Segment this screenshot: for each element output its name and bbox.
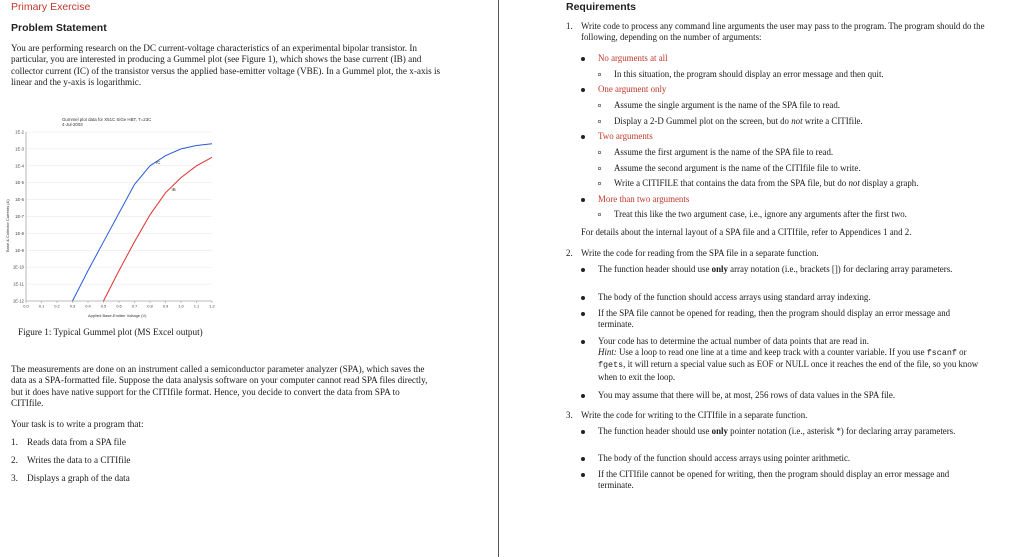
spa-paragraph: The measurements are done on an instrument called a semiconductor parameter analyzer (SPA), which saves the data as a SPA-formatted file. Suppose the data analysis software on your computer cannot read SPA files directly, but it does have native support for the CITIfile format. Hence, you decide to convert the data from SPA to CITIfile. (11, 364, 428, 409)
sub-bullet (598, 69, 884, 80)
bullet (581, 292, 986, 303)
requirement-3 (566, 410, 986, 421)
bullet-text: More than two arguments (598, 194, 690, 204)
requirement-2 (566, 248, 986, 259)
chart-x-ticks (23, 301, 215, 309)
bullet-text: The function header should use (598, 426, 712, 436)
chart-ylabel: Base & Collector Currents (A) (5, 199, 10, 252)
list-item (11, 437, 130, 455)
x-tick-label: 1.0 (178, 303, 184, 309)
y-tick-label: 1E-11 (13, 281, 24, 287)
bullet (581, 336, 986, 383)
y-tick-label: 1E-10 (12, 264, 24, 270)
y-tick-label: 1E-3 (15, 146, 24, 152)
list-item-number: 3. (11, 473, 18, 483)
sub-bullet (598, 147, 833, 158)
requirement-1 (566, 21, 986, 43)
requirements-heading: Requirements (566, 1, 637, 13)
right-column (504, 0, 1020, 557)
list-item (11, 455, 130, 473)
list-item (11, 473, 130, 491)
chart-xlabel: Applied Base-Emitter Voltage (V) (88, 313, 147, 318)
left-column (0, 0, 496, 557)
chart-y-ticks (13, 130, 25, 304)
bullet-text: , it will return a special value such as EOF or NULL once it reaches the end of the file, so you know when to exit the loop. (598, 359, 979, 382)
sub-bullet (598, 116, 863, 127)
bullet (581, 390, 986, 401)
bullet-text: write a CITIfile. (802, 116, 863, 126)
bullet-text: Display a 2-D Gummel plot on the screen, but do (614, 116, 792, 126)
x-tick-label: 1.1 (193, 303, 200, 309)
task-intro: Your task is to write a program that: (11, 419, 144, 429)
x-tick-label: 0.1 (38, 303, 45, 309)
x-tick-label: 0.0 (23, 303, 29, 309)
x-tick-label: 0.3 (69, 303, 76, 309)
bullet-text: No arguments at all (598, 53, 668, 63)
x-tick-label: 0.9 (162, 303, 169, 309)
bullet (581, 264, 986, 275)
bullet-text: Use a loop to read one line at a time and keep track with a counter variable. If you use (616, 347, 927, 358)
emphasis: only (711, 426, 728, 436)
list-item-number: 2. (11, 455, 18, 465)
x-tick-label: 1.2 (209, 303, 215, 309)
code-fscanf: fscanf (926, 348, 957, 359)
bullet-text: display a graph. (859, 178, 919, 188)
y-tick-label: 1E-9 (15, 247, 24, 253)
x-tick-label: 0.2 (54, 303, 60, 309)
chart-series (73, 144, 213, 301)
chart-gridlines (26, 132, 212, 301)
bullet (581, 308, 986, 330)
emphasis: only (711, 264, 728, 274)
bullet-text: or (956, 347, 967, 358)
y-tick-label: 1E-6 (15, 197, 24, 203)
hint-label: Hint: (598, 347, 617, 358)
bullet-text: Assume the second argument is the name of the CITIfile file to write. (614, 163, 861, 173)
bullet-one-arg (581, 84, 666, 95)
bullet-text: If the SPA file cannot be opened for reading, then the program should display an error message and terminate. (598, 308, 951, 330)
y-tick-label: 1E-7 (15, 214, 24, 219)
sub-bullet (598, 163, 861, 174)
requirement-number: 2. (566, 248, 573, 258)
bullet-text: Write a CITIFILE that contains the data from the SPA file, but do (614, 178, 849, 188)
y-tick-label: 1E-2 (15, 129, 24, 135)
series-line-ic (73, 144, 213, 301)
bullet-text: pointer notation (i.e., asterisk *) for declaring array parameters. (727, 426, 956, 436)
bullet-text: Two arguments (598, 131, 653, 141)
series-label-ic: IC (156, 159, 161, 165)
bullet-two-args (581, 131, 653, 142)
list-item-text: Displays a graph of the data (27, 473, 130, 483)
sub-bullet (598, 209, 907, 220)
x-tick-label: 0.5 (100, 303, 107, 309)
exercise-title: Primary Exercise (11, 1, 91, 13)
series-label-ib: IB (171, 186, 176, 192)
y-tick-label: 1E-4 (15, 163, 24, 169)
bullet-text: Your code has to determine the actual number of data points that are read in. (598, 336, 869, 346)
task-list (11, 437, 130, 491)
list-item-text: Reads data from a SPA file (27, 437, 126, 447)
bullet-no-args (581, 53, 668, 64)
bullet-text: Treat this like the two argument case, i.e., ignore any arguments after the first two. (614, 209, 907, 219)
problem-statement-heading: Problem Statement (11, 22, 107, 34)
requirement-number: 1. (566, 21, 573, 31)
bullet-text: The function header should use (598, 264, 712, 274)
y-tick-label: 1E-8 (15, 230, 24, 236)
emphasis: not (848, 178, 860, 188)
figure-caption: Figure 1: Typical Gummel plot (MS Excel output) (18, 327, 203, 337)
chart-title: Gummel plot data for X51C SiGe HBT, T=23C (62, 117, 152, 122)
requirement-text: Write code to process any command line arguments the user may pass to the program. The program should do the following, depending on the number of arguments: (581, 21, 985, 43)
x-tick-label: 0.8 (147, 303, 153, 309)
bullet (581, 426, 986, 437)
column-divider (498, 0, 499, 557)
bullet (581, 453, 986, 464)
list-item-number: 1. (11, 437, 18, 447)
bullet-text: If the CITIfile cannot be opened for writing, then the program should display an error message and terminate. (598, 469, 950, 491)
y-tick-label: 1E-5 (15, 180, 24, 186)
x-tick-label: 0.6 (116, 303, 122, 309)
code-fgets: fgets (598, 360, 624, 371)
bullet-text: In this situation, the program should display an error message and then quit. (614, 69, 884, 79)
intro-paragraph: You are performing research on the DC current-voltage characteristics of an experimental bipolar transistor. In particular, you are interested in producing a Gummel plot (see Figure 1), which shows the base current (IB) and collector current (IC) of the transistor versus the applied base-emitter voltage (VBE). In a Gummel plot, the x-axis is linear and the y-axis is logarithmic. (11, 43, 441, 88)
x-tick-label: 0.7 (131, 303, 138, 309)
bullet-text: One argument only (598, 84, 667, 94)
requirement-number: 3. (566, 410, 573, 420)
bullet-text: The body of the function should access arrays using pointer arithmetic. (598, 453, 851, 463)
requirement-text: Write the code for writing to the CITIfile in a separate function. (581, 410, 808, 420)
sub-bullet (598, 100, 840, 111)
series-line-ib (104, 157, 213, 301)
bullet-text: The body of the function should access arrays using standard array indexing. (598, 292, 871, 302)
requirement-details: For details about the internal layout of a SPA file and a CITIfile, refer to Appendices 1 and 2. (581, 227, 912, 237)
sub-bullet (598, 178, 918, 189)
emphasis: not (791, 116, 803, 126)
chart-series-labels (156, 160, 176, 192)
gummel-chart (0, 112, 220, 322)
x-tick-label: 0.4 (85, 303, 91, 309)
bullet-text: Assume the first argument is the name of the SPA file to read. (614, 147, 834, 157)
bullet-text: Assume the single argument is the name of the SPA file to read. (614, 100, 841, 110)
bullet-text: array notation (i.e., brackets []) for declaring array parameters. (727, 264, 953, 274)
bullet-more-args (581, 194, 689, 205)
list-item-text: Writes the data to a CITIfile (27, 455, 131, 465)
requirement-text: Write the code for reading from the SPA file in a separate function. (581, 248, 819, 258)
bullet (581, 469, 986, 491)
y-tick-label: 1E-12 (12, 298, 24, 304)
chart-subtitle: 4-Jul-2003 (62, 122, 83, 127)
bullet-text: You may assume that there will be, at most, 256 rows of data values in the SPA file. (598, 390, 896, 400)
